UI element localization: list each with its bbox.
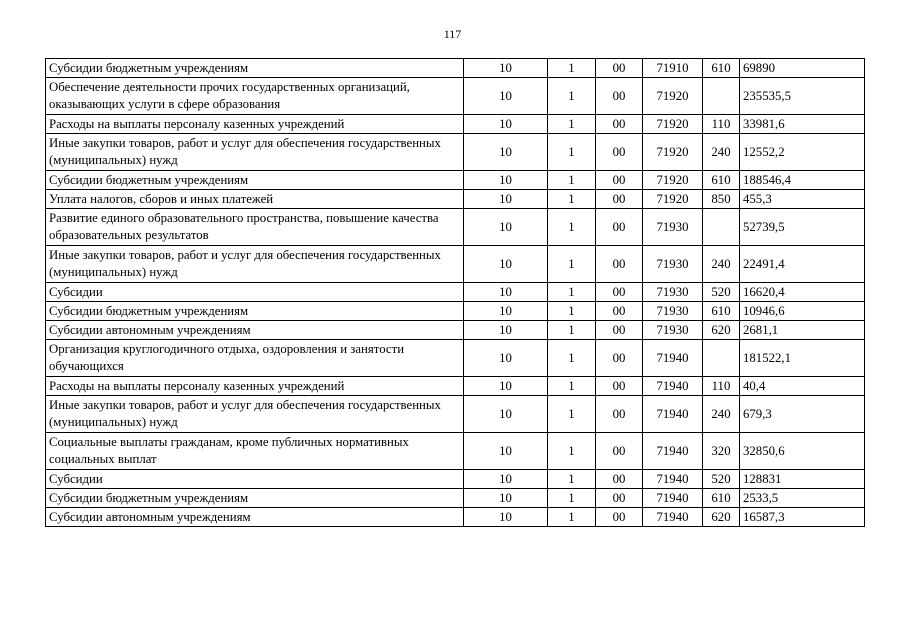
cell-description: Субсидии бюджетным учреждениям [46, 171, 464, 190]
page-number: 117 [443, 27, 462, 41]
cell-expense-type: 110 [703, 377, 740, 396]
cell-amount: 2681,1 [740, 321, 865, 340]
cell-subsection: 1 [548, 171, 596, 190]
table-row [46, 171, 865, 190]
cell-expense-type: 320 [703, 433, 740, 470]
cell-section: 10 [464, 78, 548, 115]
cell-subsection: 1 [548, 470, 596, 489]
cell-expense-type: 620 [703, 321, 740, 340]
cell-amount: 188546,4 [740, 171, 865, 190]
cell-subsection: 1 [548, 489, 596, 508]
cell-program: 00 [596, 321, 643, 340]
cell-subsection: 1 [548, 78, 596, 115]
cell-expense-type: 610 [703, 59, 740, 78]
table-row [46, 115, 865, 134]
cell-target-code: 71920 [643, 134, 703, 171]
cell-target-code: 71940 [643, 508, 703, 527]
cell-target-code: 71930 [643, 209, 703, 246]
cell-section: 10 [464, 209, 548, 246]
cell-section: 10 [464, 321, 548, 340]
cell-program: 00 [596, 59, 643, 78]
cell-target-code: 71940 [643, 396, 703, 433]
cell-program: 00 [596, 433, 643, 470]
cell-subsection: 1 [548, 246, 596, 283]
cell-expense-type: 240 [703, 396, 740, 433]
cell-program: 00 [596, 489, 643, 508]
cell-target-code: 71930 [643, 283, 703, 302]
cell-amount: 10946,6 [740, 302, 865, 321]
cell-amount: 52739,5 [740, 209, 865, 246]
cell-expense-type: 110 [703, 115, 740, 134]
cell-amount: 2533,5 [740, 489, 865, 508]
cell-expense-type: 520 [703, 283, 740, 302]
cell-program: 00 [596, 340, 643, 377]
cell-section: 10 [464, 433, 548, 470]
cell-section: 10 [464, 59, 548, 78]
cell-section: 10 [464, 283, 548, 302]
cell-program: 00 [596, 171, 643, 190]
cell-subsection: 1 [548, 190, 596, 209]
table-row [46, 209, 865, 246]
table-row [46, 59, 865, 78]
cell-amount: 32850,6 [740, 433, 865, 470]
cell-subsection: 1 [548, 209, 596, 246]
cell-target-code: 71940 [643, 377, 703, 396]
cell-description: Субсидии бюджетным учреждениям [46, 489, 464, 508]
cell-amount: 16620,4 [740, 283, 865, 302]
cell-section: 10 [464, 340, 548, 377]
table-row [46, 396, 865, 433]
cell-target-code: 71930 [643, 321, 703, 340]
cell-description: Субсидии [46, 470, 464, 489]
cell-section: 10 [464, 171, 548, 190]
cell-program: 00 [596, 508, 643, 527]
table-row [46, 377, 865, 396]
cell-description: Организация круглогодичного отдыха, оздоровления и занятости обучающихся [46, 340, 464, 377]
table-body [46, 59, 865, 527]
cell-subsection: 1 [548, 377, 596, 396]
cell-section: 10 [464, 115, 548, 134]
cell-program: 00 [596, 190, 643, 209]
table-row [46, 246, 865, 283]
cell-expense-type: 610 [703, 171, 740, 190]
cell-target-code: 71920 [643, 171, 703, 190]
cell-expense-type [703, 78, 740, 115]
table-row [46, 489, 865, 508]
cell-target-code: 71930 [643, 302, 703, 321]
cell-description: Иные закупки товаров, работ и услуг для обеспечения государственных (муниципальных) нужд [46, 396, 464, 433]
cell-expense-type: 520 [703, 470, 740, 489]
table-row [46, 321, 865, 340]
cell-description: Субсидии автономным учреждениям [46, 508, 464, 527]
cell-program: 00 [596, 115, 643, 134]
cell-amount: 40,4 [740, 377, 865, 396]
table-row [46, 340, 865, 377]
cell-target-code: 71920 [643, 190, 703, 209]
cell-expense-type: 240 [703, 246, 740, 283]
cell-description: Субсидии автономным учреждениям [46, 321, 464, 340]
cell-description: Субсидии бюджетным учреждениям [46, 302, 464, 321]
cell-program: 00 [596, 209, 643, 246]
cell-amount: 12552,2 [740, 134, 865, 171]
cell-amount: 679,3 [740, 396, 865, 433]
table-row [46, 190, 865, 209]
cell-description: Уплата налогов, сборов и иных платежей [46, 190, 464, 209]
cell-subsection: 1 [548, 508, 596, 527]
cell-amount: 128831 [740, 470, 865, 489]
cell-description: Субсидии [46, 283, 464, 302]
budget-table [45, 58, 865, 527]
cell-program: 00 [596, 470, 643, 489]
cell-amount: 181522,1 [740, 340, 865, 377]
table-row [46, 433, 865, 470]
cell-section: 10 [464, 246, 548, 283]
cell-program: 00 [596, 283, 643, 302]
cell-subsection: 1 [548, 321, 596, 340]
cell-expense-type [703, 340, 740, 377]
cell-program: 00 [596, 134, 643, 171]
cell-subsection: 1 [548, 59, 596, 78]
cell-expense-type [703, 209, 740, 246]
cell-target-code: 71920 [643, 78, 703, 115]
cell-section: 10 [464, 190, 548, 209]
cell-expense-type: 850 [703, 190, 740, 209]
cell-target-code: 71940 [643, 433, 703, 470]
cell-amount: 69890 [740, 59, 865, 78]
cell-section: 10 [464, 489, 548, 508]
table-row [46, 508, 865, 527]
cell-subsection: 1 [548, 396, 596, 433]
cell-target-code: 71940 [643, 470, 703, 489]
cell-expense-type: 240 [703, 134, 740, 171]
cell-target-code: 71940 [643, 489, 703, 508]
cell-section: 10 [464, 508, 548, 527]
cell-expense-type: 610 [703, 302, 740, 321]
cell-target-code: 71910 [643, 59, 703, 78]
table-row [46, 302, 865, 321]
cell-target-code: 71930 [643, 246, 703, 283]
cell-target-code: 71940 [643, 340, 703, 377]
cell-program: 00 [596, 396, 643, 433]
cell-amount: 235535,5 [740, 78, 865, 115]
cell-subsection: 1 [548, 433, 596, 470]
cell-section: 10 [464, 377, 548, 396]
cell-program: 00 [596, 377, 643, 396]
cell-amount: 16587,3 [740, 508, 865, 527]
table-row [46, 283, 865, 302]
cell-description: Развитие единого образовательного пространства, повышение качества образовательных результатов [46, 209, 464, 246]
cell-description: Расходы на выплаты персоналу казенных учреждений [46, 377, 464, 396]
cell-expense-type: 610 [703, 489, 740, 508]
cell-description: Иные закупки товаров, работ и услуг для обеспечения государственных (муниципальных) нужд [46, 134, 464, 171]
cell-description: Иные закупки товаров, работ и услуг для обеспечения государственных (муниципальных) нужд [46, 246, 464, 283]
cell-section: 10 [464, 470, 548, 489]
cell-expense-type: 620 [703, 508, 740, 527]
cell-description: Обеспечение деятельности прочих государственных организаций, оказывающих услуги в сфере образования [46, 78, 464, 115]
cell-program: 00 [596, 78, 643, 115]
cell-section: 10 [464, 396, 548, 433]
cell-program: 00 [596, 246, 643, 283]
cell-section: 10 [464, 302, 548, 321]
cell-amount: 455,3 [740, 190, 865, 209]
cell-amount: 22491,4 [740, 246, 865, 283]
cell-subsection: 1 [548, 302, 596, 321]
table-row [46, 470, 865, 489]
table-row [46, 134, 865, 171]
cell-section: 10 [464, 134, 548, 171]
cell-subsection: 1 [548, 115, 596, 134]
cell-target-code: 71920 [643, 115, 703, 134]
cell-subsection: 1 [548, 283, 596, 302]
cell-description: Субсидии бюджетным учреждениям [46, 59, 464, 78]
cell-description: Расходы на выплаты персоналу казенных учреждений [46, 115, 464, 134]
cell-amount: 33981,6 [740, 115, 865, 134]
cell-subsection: 1 [548, 340, 596, 377]
cell-program: 00 [596, 302, 643, 321]
cell-description: Социальные выплаты гражданам, кроме публичных нормативных социальных выплат [46, 433, 464, 470]
table-row [46, 78, 865, 115]
cell-subsection: 1 [548, 134, 596, 171]
